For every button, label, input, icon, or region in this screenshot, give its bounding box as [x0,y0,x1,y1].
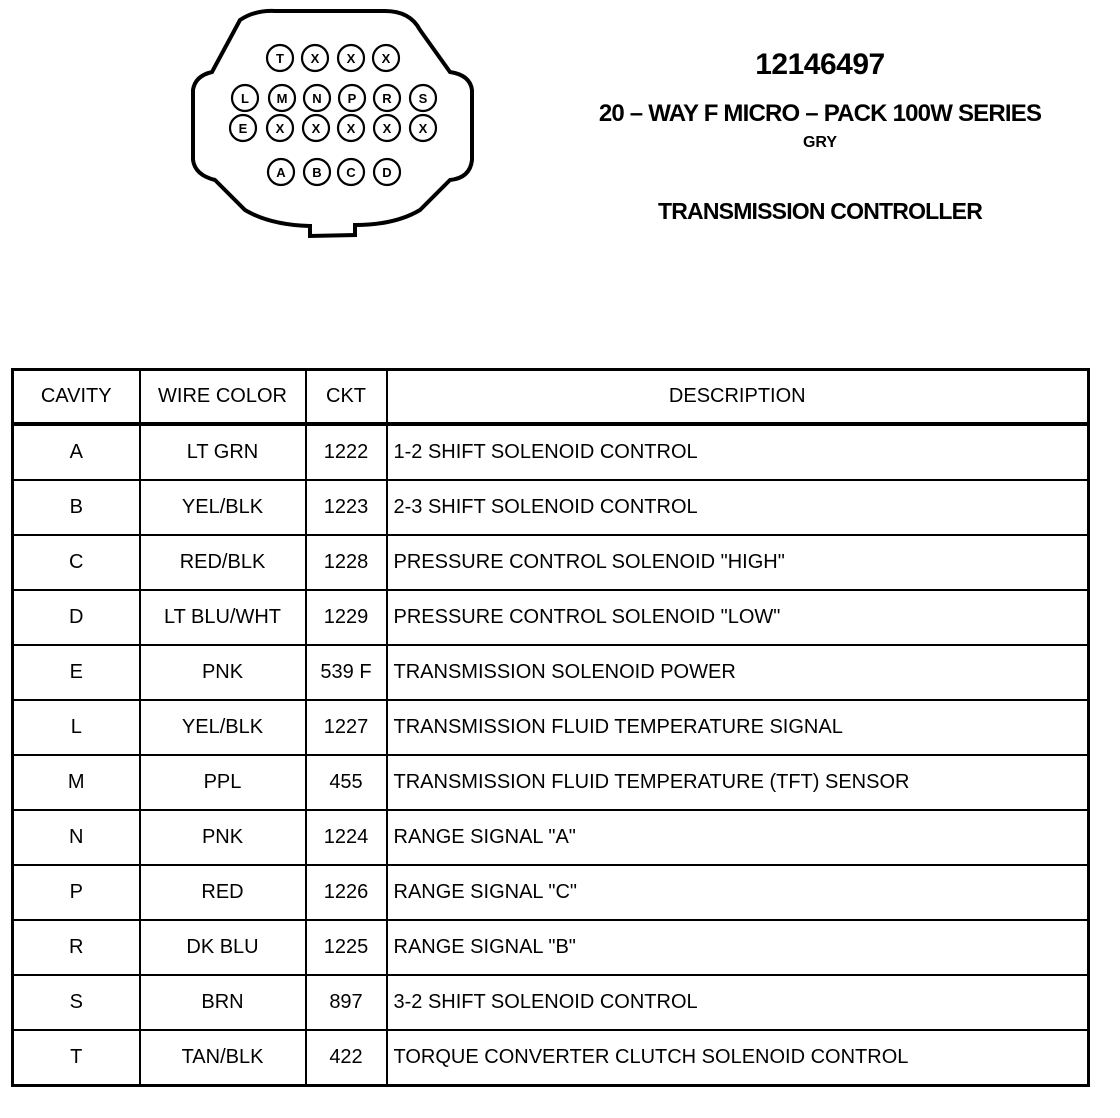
cell-wire-color: RED [140,865,306,920]
cell-ckt: 455 [306,755,387,810]
cell-description: 2-3 SHIFT SOLENOID CONTROL [387,480,1089,535]
cell-cavity: T [13,1030,140,1086]
cell-ckt: 1223 [306,480,387,535]
cell-ckt: 422 [306,1030,387,1086]
cell-description: PRESSURE CONTROL SOLENOID "LOW" [387,590,1089,645]
connector-pin [232,85,258,111]
cell-cavity: B [13,480,140,535]
connector-pin [267,115,293,141]
table-row [13,535,1089,590]
table-header-row [13,370,1089,425]
header-cavity: CAVITY [13,370,140,425]
connector-pin [269,85,295,111]
cell-description: 3-2 SHIFT SOLENOID CONTROL [387,975,1089,1030]
svg-text:B: B [312,165,322,180]
cell-description: RANGE SIGNAL "B" [387,920,1089,975]
svg-text:N: N [312,91,322,106]
cell-cavity: S [13,975,140,1030]
connector-pin [374,159,400,185]
svg-text:M: M [276,91,288,106]
cell-description: RANGE SIGNAL "C" [387,865,1089,920]
header-ckt: CKT [306,370,387,425]
svg-text:C: C [346,165,356,180]
connector-pin [338,45,364,71]
table-row [13,865,1089,920]
pinout-table [11,368,1090,1087]
cell-description: RANGE SIGNAL "A" [387,810,1089,865]
svg-text:A: A [276,165,286,180]
cell-description: 1-2 SHIFT SOLENOID CONTROL [387,424,1089,480]
cell-description: TORQUE CONVERTER CLUTCH SOLENOID CONTROL [387,1030,1089,1086]
svg-text:S: S [418,91,428,106]
table-row [13,590,1089,645]
cell-ckt: 1226 [306,865,387,920]
cell-description: TRANSMISSION FLUID TEMPERATURE SIGNAL [387,700,1089,755]
cell-cavity: M [13,755,140,810]
cell-ckt: 1228 [306,535,387,590]
cell-wire-color: RED/BLK [140,535,306,590]
connector-outline [193,11,472,236]
svg-text:X: X [310,51,320,66]
cell-cavity: L [13,700,140,755]
connector-pin [374,85,400,111]
cell-cavity: P [13,865,140,920]
svg-text:T: T [276,51,284,66]
cell-cavity: C [13,535,140,590]
cell-wire-color: LT BLU/WHT [140,590,306,645]
table-row [13,424,1089,480]
svg-text:X: X [418,121,428,136]
svg-text:R: R [382,91,392,106]
connector-pin [267,45,293,71]
connector-pin [410,115,436,141]
table-row [13,755,1089,810]
cell-ckt: 1224 [306,810,387,865]
cell-ckt: 1227 [306,700,387,755]
cell-wire-color: BRN [140,975,306,1030]
cell-wire-color: TAN/BLK [140,1030,306,1086]
svg-text:P: P [347,91,357,106]
connector-face-diagram [180,0,490,250]
part-number: 12146497 [755,48,885,81]
connector-pin [302,45,328,71]
table-row [13,920,1089,975]
cell-ckt: 539 F [306,645,387,700]
cell-wire-color: DK BLU [140,920,306,975]
connector-pin [410,85,436,111]
component-name: TRANSMISSION CONTROLLER [657,198,983,224]
connector-pin [373,45,399,71]
cell-cavity: N [13,810,140,865]
cell-wire-color: PNK [140,810,306,865]
table-row [13,480,1089,535]
connector-pin [230,115,256,141]
svg-text:X: X [346,121,356,136]
table-row [13,1030,1089,1086]
table-row [13,810,1089,865]
cell-cavity: A [13,424,140,480]
cell-description: TRANSMISSION SOLENOID POWER [387,645,1089,700]
svg-text:X: X [275,121,285,136]
cell-description: TRANSMISSION FLUID TEMPERATURE (TFT) SENSOR [387,755,1089,810]
svg-text:X: X [346,51,356,66]
cell-wire-color: PPL [140,755,306,810]
connector-pin [338,159,364,185]
cell-cavity: R [13,920,140,975]
cell-description: PRESSURE CONTROL SOLENOID "HIGH" [387,535,1089,590]
cell-ckt: 1222 [306,424,387,480]
header-description: DESCRIPTION [387,370,1089,425]
svg-text:X: X [381,51,391,66]
cell-ckt: 897 [306,975,387,1030]
svg-text:X: X [311,121,321,136]
cell-cavity: E [13,645,140,700]
table-row [13,975,1089,1030]
connector-pin [304,85,330,111]
connector-series: 20 – WAY F MICRO – PACK 100W SERIES [598,100,1042,127]
connector-pin [374,115,400,141]
svg-text:L: L [241,91,249,106]
table-row [13,645,1089,700]
cell-ckt: 1225 [306,920,387,975]
svg-text:X: X [382,121,392,136]
cell-wire-color: YEL/BLK [140,480,306,535]
table-row [13,700,1089,755]
cell-ckt: 1229 [306,590,387,645]
connector-pin [268,159,294,185]
header-wire-color: WIRE COLOR [140,370,306,425]
connector-color: GRY [802,134,838,151]
cell-wire-color: LT GRN [140,424,306,480]
cell-cavity: D [13,590,140,645]
connector-pin [303,115,329,141]
svg-text:E: E [238,121,248,136]
connector-pin [339,85,365,111]
cell-wire-color: YEL/BLK [140,700,306,755]
connector-pin [338,115,364,141]
cell-wire-color: PNK [140,645,306,700]
connector-pin [304,159,330,185]
svg-text:D: D [382,165,392,180]
